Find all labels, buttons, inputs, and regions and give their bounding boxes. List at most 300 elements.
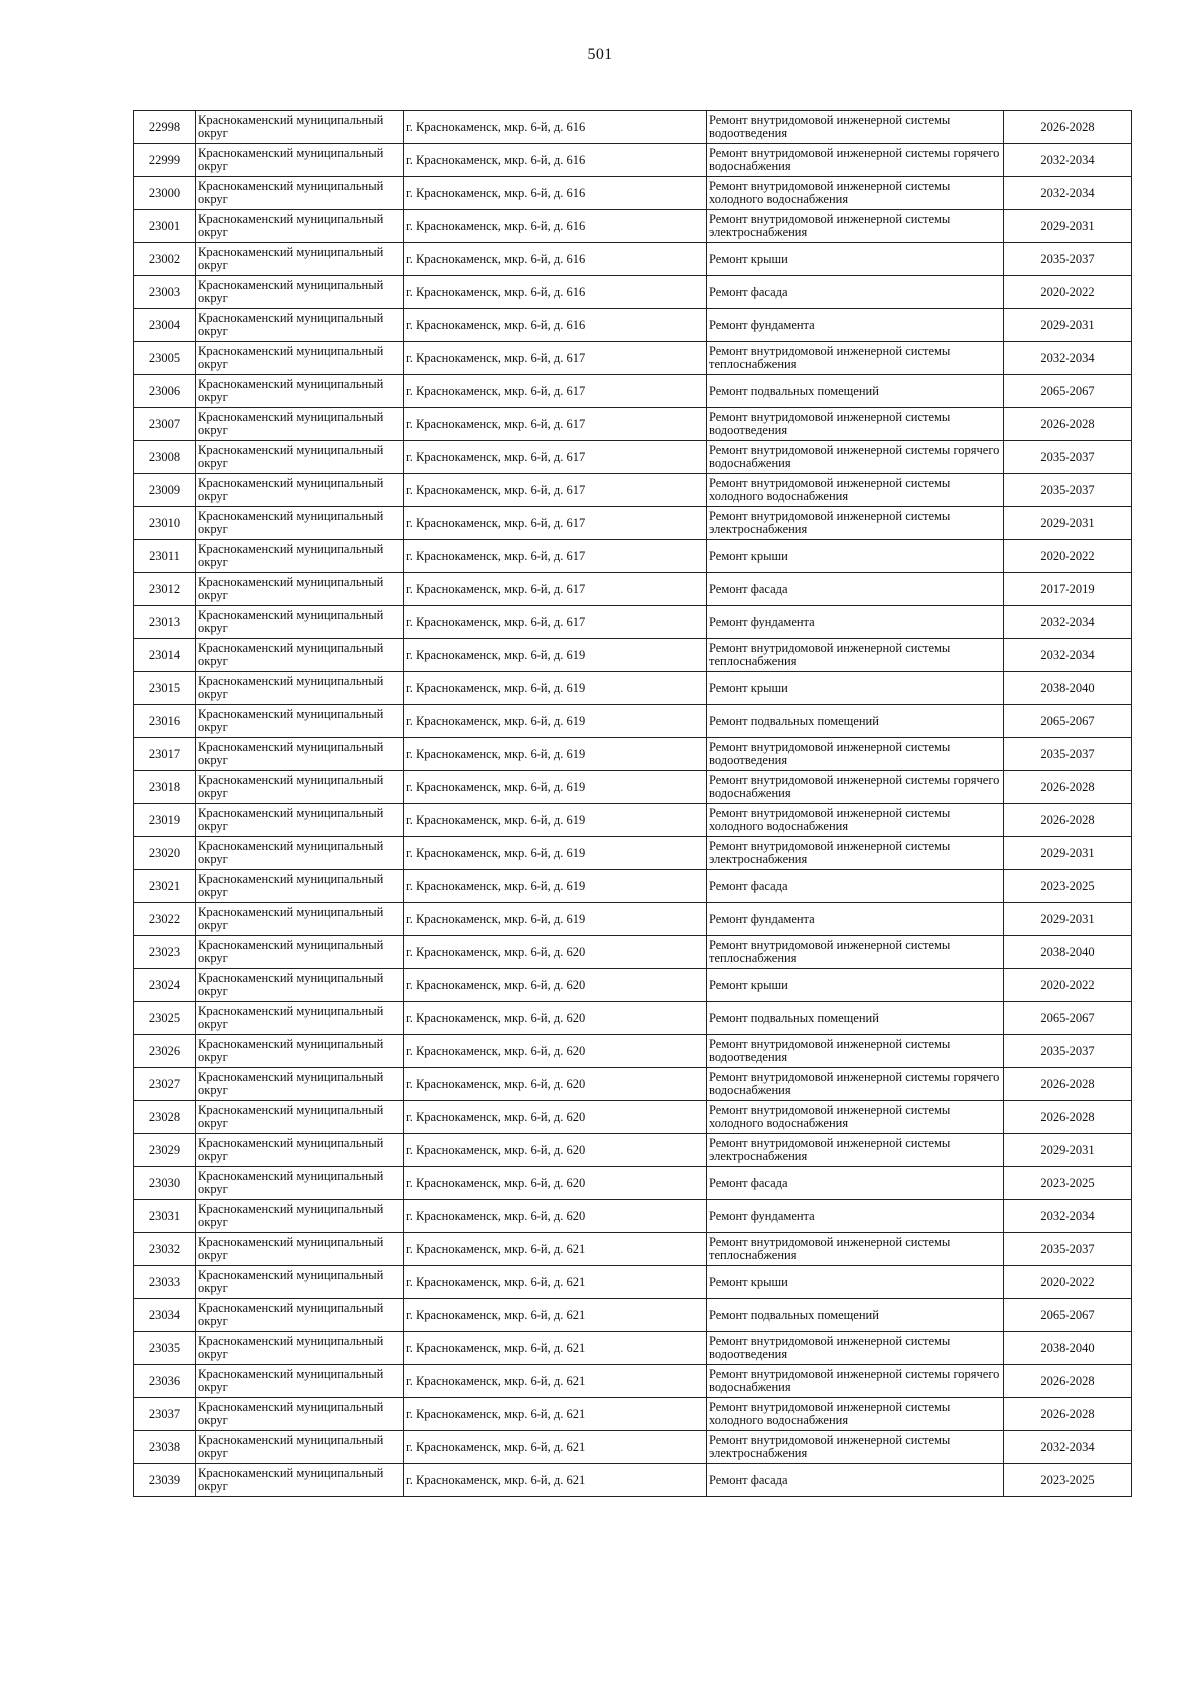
period-cell — [1004, 639, 1132, 672]
work-type-cell — [707, 375, 1004, 408]
municipality-cell — [196, 474, 404, 507]
address-cell — [404, 771, 707, 804]
period-cell — [1004, 1299, 1132, 1332]
address-cell — [404, 804, 707, 837]
work-type-cell-text: Ремонт внутридомовой инженерной системы водоотведения — [709, 740, 951, 767]
municipality-cell — [196, 210, 404, 243]
work-type-cell — [707, 1233, 1004, 1266]
work-type-cell-text: Ремонт внутридомовой инженерной системы теплоснабжения — [709, 344, 951, 371]
table-row — [134, 936, 1132, 969]
period-cell-text: 2065-2067 — [1040, 714, 1095, 728]
record-number-cell-text: 23016 — [148, 714, 181, 728]
record-number-cell — [134, 276, 196, 309]
record-number-cell-text: 22999 — [148, 153, 181, 167]
record-number-cell-text: 23031 — [148, 1209, 181, 1223]
table-row — [134, 309, 1132, 342]
municipality-cell-text: Краснокаменский муниципальный округ — [198, 278, 384, 305]
address-cell — [404, 1200, 707, 1233]
address-cell-text: г. Краснокаменск, мкр. 6-й, д. 621 — [406, 1308, 586, 1322]
period-cell-text: 2032-2034 — [1040, 648, 1095, 662]
period-cell — [1004, 870, 1132, 903]
address-cell-text: г. Краснокаменск, мкр. 6-й, д. 617 — [406, 450, 586, 464]
period-cell — [1004, 672, 1132, 705]
work-type-cell-text: Ремонт внутридомовой инженерной системы холодного водоснабжения — [709, 806, 951, 833]
municipality-cell-text: Краснокаменский муниципальный округ — [198, 773, 384, 800]
record-number-cell-text: 23009 — [148, 483, 181, 497]
address-cell-text: г. Краснокаменск, мкр. 6-й, д. 621 — [406, 1407, 586, 1421]
period-cell — [1004, 210, 1132, 243]
address-cell-text: г. Краснокаменск, мкр. 6-й, д. 621 — [406, 1374, 586, 1388]
table-row — [134, 1464, 1132, 1497]
work-type-cell-text: Ремонт внутридомовой инженерной системы горячего водоснабжения — [709, 1070, 1000, 1097]
record-number-cell — [134, 1332, 196, 1365]
period-cell-text: 2032-2034 — [1040, 1440, 1095, 1454]
table-row — [134, 1398, 1132, 1431]
address-cell-text: г. Краснокаменск, мкр. 6-й, д. 617 — [406, 615, 586, 629]
municipality-cell-text: Краснокаменский муниципальный округ — [198, 443, 384, 470]
work-type-cell — [707, 738, 1004, 771]
period-cell — [1004, 408, 1132, 441]
work-type-cell-text: Ремонт крыши — [709, 1274, 788, 1289]
work-type-cell — [707, 936, 1004, 969]
address-cell — [404, 540, 707, 573]
table-row — [134, 837, 1132, 870]
period-cell-text: 2035-2037 — [1040, 450, 1095, 464]
work-type-cell-text: Ремонт внутридомовой инженерной системы водоотведения — [709, 410, 951, 437]
record-number-cell — [134, 804, 196, 837]
address-cell — [404, 672, 707, 705]
repair-schedule-table — [133, 110, 1132, 1497]
municipality-cell-text: Краснокаменский муниципальный округ — [198, 1400, 384, 1427]
work-type-cell-text: Ремонт фасада — [709, 1175, 788, 1190]
table-row — [134, 540, 1132, 573]
municipality-cell-text: Краснокаменский муниципальный округ — [198, 905, 384, 932]
period-cell — [1004, 606, 1132, 639]
address-cell-text: г. Краснокаменск, мкр. 6-й, д. 620 — [406, 1176, 586, 1190]
municipality-cell — [196, 375, 404, 408]
address-cell-text: г. Краснокаменск, мкр. 6-й, д. 619 — [406, 648, 586, 662]
record-number-cell-text: 23021 — [148, 879, 181, 893]
work-type-cell-text: Ремонт внутридомовой инженерной системы холодного водоснабжения — [709, 1103, 951, 1130]
municipality-cell-text: Краснокаменский муниципальный округ — [198, 872, 384, 899]
period-cell-text: 2038-2040 — [1040, 681, 1095, 695]
table-row — [134, 1167, 1132, 1200]
period-cell — [1004, 573, 1132, 606]
table-row — [134, 1431, 1132, 1464]
municipality-cell — [196, 804, 404, 837]
address-cell-text: г. Краснокаменск, мкр. 6-й, д. 616 — [406, 318, 586, 332]
municipality-cell-text: Краснокаменский муниципальный округ — [198, 146, 384, 173]
record-number-cell — [134, 1134, 196, 1167]
period-cell-text: 2026-2028 — [1040, 1077, 1095, 1091]
address-cell — [404, 903, 707, 936]
record-number-cell — [134, 441, 196, 474]
work-type-cell — [707, 804, 1004, 837]
work-type-cell-text: Ремонт внутридомовой инженерной системы электроснабжения — [709, 509, 951, 536]
work-type-cell-text: Ремонт подвальных помещений — [709, 1010, 879, 1025]
period-cell — [1004, 177, 1132, 210]
period-cell-text: 2065-2067 — [1040, 1308, 1095, 1322]
municipality-cell-text: Краснокаменский муниципальный округ — [198, 1367, 384, 1394]
record-number-cell — [134, 1431, 196, 1464]
address-cell — [404, 1002, 707, 1035]
municipality-cell — [196, 771, 404, 804]
work-type-cell-text: Ремонт внутридомовой инженерной системы водоотведения — [709, 1037, 951, 1064]
record-number-cell — [134, 1101, 196, 1134]
table-row — [134, 210, 1132, 243]
address-cell — [404, 606, 707, 639]
municipality-cell — [196, 1035, 404, 1068]
municipality-cell — [196, 606, 404, 639]
record-number-cell — [134, 1464, 196, 1497]
work-type-cell — [707, 342, 1004, 375]
address-cell-text: г. Краснокаменск, мкр. 6-й, д. 617 — [406, 384, 586, 398]
period-cell — [1004, 1002, 1132, 1035]
address-cell-text: г. Краснокаменск, мкр. 6-й, д. 619 — [406, 879, 586, 893]
period-cell-text: 2032-2034 — [1040, 615, 1095, 629]
municipality-cell — [196, 573, 404, 606]
table-row — [134, 144, 1132, 177]
address-cell — [404, 1101, 707, 1134]
municipality-cell — [196, 1299, 404, 1332]
municipality-cell — [196, 672, 404, 705]
work-type-cell-text: Ремонт подвальных помещений — [709, 713, 879, 728]
municipality-cell — [196, 1464, 404, 1497]
table-row — [134, 1002, 1132, 1035]
period-cell — [1004, 111, 1132, 144]
work-type-cell — [707, 1200, 1004, 1233]
period-cell-text: 2026-2028 — [1040, 417, 1095, 431]
address-cell — [404, 1167, 707, 1200]
period-cell-text: 2032-2034 — [1040, 1209, 1095, 1223]
period-cell — [1004, 441, 1132, 474]
address-cell — [404, 573, 707, 606]
table-row — [134, 408, 1132, 441]
table-body — [134, 111, 1132, 1497]
period-cell — [1004, 1332, 1132, 1365]
municipality-cell-text: Краснокаменский муниципальный округ — [198, 1202, 384, 1229]
record-number-cell-text: 23034 — [148, 1308, 181, 1322]
table-row — [134, 111, 1132, 144]
period-cell — [1004, 1167, 1132, 1200]
table-row — [134, 771, 1132, 804]
period-cell — [1004, 1266, 1132, 1299]
work-type-cell — [707, 837, 1004, 870]
work-type-cell — [707, 870, 1004, 903]
work-type-cell — [707, 1167, 1004, 1200]
municipality-cell — [196, 1002, 404, 1035]
record-number-cell-text: 23000 — [148, 186, 181, 200]
record-number-cell-text: 23010 — [148, 516, 181, 530]
address-cell-text: г. Краснокаменск, мкр. 6-й, д. 616 — [406, 285, 586, 299]
period-cell — [1004, 1101, 1132, 1134]
work-type-cell-text: Ремонт фасада — [709, 878, 788, 893]
work-type-cell-text: Ремонт внутридомовой инженерной системы электроснабжения — [709, 212, 951, 239]
table-row — [134, 375, 1132, 408]
table-row — [134, 1266, 1132, 1299]
municipality-cell-text: Краснокаменский муниципальный округ — [198, 1334, 384, 1361]
municipality-cell-text: Краснокаменский муниципальный округ — [198, 1433, 384, 1460]
record-number-cell-text: 23032 — [148, 1242, 181, 1256]
address-cell-text: г. Краснокаменск, мкр. 6-й, д. 616 — [406, 186, 586, 200]
municipality-cell — [196, 309, 404, 342]
municipality-cell — [196, 903, 404, 936]
period-cell-text: 2026-2028 — [1040, 1110, 1095, 1124]
record-number-cell — [134, 507, 196, 540]
record-number-cell — [134, 144, 196, 177]
work-type-cell-text: Ремонт внутридомовой инженерной системы водоотведения — [709, 1334, 951, 1361]
record-number-cell-text: 23007 — [148, 417, 181, 431]
period-cell — [1004, 1134, 1132, 1167]
municipality-cell — [196, 1101, 404, 1134]
period-cell — [1004, 276, 1132, 309]
work-type-cell-text: Ремонт фундамента — [709, 1208, 815, 1223]
period-cell-text: 2023-2025 — [1040, 1473, 1095, 1487]
address-cell-text: г. Краснокаменск, мкр. 6-й, д. 616 — [406, 120, 586, 134]
work-type-cell-text: Ремонт фасада — [709, 1472, 788, 1487]
period-cell — [1004, 144, 1132, 177]
municipality-cell — [196, 1134, 404, 1167]
address-cell-text: г. Краснокаменск, мкр. 6-й, д. 620 — [406, 1143, 586, 1157]
record-number-cell — [134, 177, 196, 210]
work-type-cell — [707, 1431, 1004, 1464]
municipality-cell-text: Краснокаменский муниципальный округ — [198, 839, 384, 866]
work-type-cell-text: Ремонт внутридомовой инженерной системы горячего водоснабжения — [709, 146, 1000, 173]
address-cell-text: г. Краснокаменск, мкр. 6-й, д. 621 — [406, 1473, 586, 1487]
period-cell-text: 2029-2031 — [1040, 516, 1095, 530]
period-cell-text: 2029-2031 — [1040, 1143, 1095, 1157]
municipality-cell — [196, 936, 404, 969]
record-number-cell — [134, 1299, 196, 1332]
address-cell-text: г. Краснокаменск, мкр. 6-й, д. 617 — [406, 417, 586, 431]
record-number-cell-text: 23027 — [148, 1077, 181, 1091]
record-number-cell-text: 23004 — [148, 318, 181, 332]
period-cell — [1004, 738, 1132, 771]
record-number-cell — [134, 738, 196, 771]
work-type-cell-text: Ремонт крыши — [709, 548, 788, 563]
record-number-cell — [134, 606, 196, 639]
municipality-cell — [196, 111, 404, 144]
address-cell — [404, 837, 707, 870]
table-row — [134, 1299, 1132, 1332]
address-cell-text: г. Краснокаменск, мкр. 6-й, д. 619 — [406, 780, 586, 794]
period-cell-text: 2035-2037 — [1040, 483, 1095, 497]
address-cell-text: г. Краснокаменск, мкр. 6-й, д. 621 — [406, 1440, 586, 1454]
period-cell — [1004, 705, 1132, 738]
address-cell — [404, 1068, 707, 1101]
work-type-cell-text: Ремонт внутридомовой инженерной системы холодного водоснабжения — [709, 1400, 951, 1427]
table-row — [134, 177, 1132, 210]
address-cell-text: г. Краснокаменск, мкр. 6-й, д. 617 — [406, 351, 586, 365]
address-cell — [404, 1332, 707, 1365]
address-cell — [404, 342, 707, 375]
record-number-cell-text: 23025 — [148, 1011, 181, 1025]
period-cell-text: 2020-2022 — [1040, 978, 1095, 992]
table-row — [134, 1134, 1132, 1167]
work-type-cell-text: Ремонт внутридомовой инженерной системы электроснабжения — [709, 839, 951, 866]
period-cell-text: 2020-2022 — [1040, 285, 1095, 299]
work-type-cell — [707, 243, 1004, 276]
table-row — [134, 507, 1132, 540]
address-cell-text: г. Краснокаменск, мкр. 6-й, д. 617 — [406, 582, 586, 596]
period-cell-text: 2038-2040 — [1040, 1341, 1095, 1355]
record-number-cell — [134, 474, 196, 507]
record-number-cell-text: 23008 — [148, 450, 181, 464]
record-number-cell-text: 22998 — [148, 120, 181, 134]
table-row — [134, 573, 1132, 606]
record-number-cell-text: 23019 — [148, 813, 181, 827]
work-type-cell-text: Ремонт фундамента — [709, 317, 815, 332]
work-type-cell — [707, 1266, 1004, 1299]
work-type-cell — [707, 705, 1004, 738]
municipality-cell — [196, 837, 404, 870]
address-cell — [404, 408, 707, 441]
address-cell — [404, 1035, 707, 1068]
page-number: 501 — [587, 46, 613, 63]
period-cell-text: 2017-2019 — [1040, 582, 1095, 596]
municipality-cell-text: Краснокаменский муниципальный округ — [198, 1466, 384, 1493]
record-number-cell-text: 23011 — [149, 549, 180, 563]
record-number-cell-text: 23005 — [148, 351, 181, 365]
work-type-cell — [707, 177, 1004, 210]
record-number-cell — [134, 1167, 196, 1200]
work-type-cell-text: Ремонт внутридомовой инженерной системы теплоснабжения — [709, 1235, 951, 1262]
record-number-cell — [134, 1200, 196, 1233]
table-row — [134, 276, 1132, 309]
record-number-cell-text: 23023 — [148, 945, 181, 959]
period-cell-text: 2065-2067 — [1040, 384, 1095, 398]
address-cell — [404, 705, 707, 738]
address-cell — [404, 441, 707, 474]
municipality-cell-text: Краснокаменский муниципальный округ — [198, 707, 384, 734]
record-number-cell — [134, 771, 196, 804]
work-type-cell-text: Ремонт внутридомовой инженерной системы теплоснабжения — [709, 938, 951, 965]
record-number-cell — [134, 210, 196, 243]
address-cell — [404, 210, 707, 243]
address-cell — [404, 1233, 707, 1266]
work-type-cell-text: Ремонт внутридомовой инженерной системы электроснабжения — [709, 1433, 951, 1460]
address-cell-text: г. Краснокаменск, мкр. 6-й, д. 617 — [406, 549, 586, 563]
record-number-cell — [134, 540, 196, 573]
work-type-cell-text: Ремонт фасада — [709, 284, 788, 299]
period-cell-text: 2065-2067 — [1040, 1011, 1095, 1025]
municipality-cell — [196, 408, 404, 441]
municipality-cell-text: Краснокаменский муниципальный округ — [198, 740, 384, 767]
period-cell — [1004, 1068, 1132, 1101]
table-row — [134, 969, 1132, 1002]
work-type-cell — [707, 1002, 1004, 1035]
work-type-cell — [707, 474, 1004, 507]
work-type-cell — [707, 1398, 1004, 1431]
address-cell-text: г. Краснокаменск, мкр. 6-й, д. 620 — [406, 1011, 586, 1025]
period-cell-text: 2029-2031 — [1040, 846, 1095, 860]
address-cell — [404, 144, 707, 177]
period-cell — [1004, 507, 1132, 540]
work-type-cell-text: Ремонт крыши — [709, 977, 788, 992]
work-type-cell — [707, 1134, 1004, 1167]
address-cell — [404, 969, 707, 1002]
period-cell-text: 2026-2028 — [1040, 1374, 1095, 1388]
period-cell-text: 2035-2037 — [1040, 252, 1095, 266]
address-cell — [404, 1365, 707, 1398]
work-type-cell-text: Ремонт внутридомовой инженерной системы электроснабжения — [709, 1136, 951, 1163]
address-cell-text: г. Краснокаменск, мкр. 6-й, д. 619 — [406, 813, 586, 827]
record-number-cell — [134, 1068, 196, 1101]
period-cell — [1004, 243, 1132, 276]
work-type-cell — [707, 507, 1004, 540]
address-cell — [404, 177, 707, 210]
record-number-cell — [134, 1266, 196, 1299]
address-cell-text: г. Краснокаменск, мкр. 6-й, д. 619 — [406, 681, 586, 695]
period-cell — [1004, 1464, 1132, 1497]
address-cell — [404, 1134, 707, 1167]
record-number-cell-text: 23037 — [148, 1407, 181, 1421]
period-cell-text: 2032-2034 — [1040, 351, 1095, 365]
record-number-cell — [134, 1398, 196, 1431]
address-cell-text: г. Краснокаменск, мкр. 6-й, д. 621 — [406, 1275, 586, 1289]
record-number-cell — [134, 705, 196, 738]
work-type-cell-text: Ремонт внутридомовой инженерной системы холодного водоснабжения — [709, 476, 951, 503]
municipality-cell-text: Краснокаменский муниципальный округ — [198, 938, 384, 965]
record-number-cell — [134, 672, 196, 705]
municipality-cell-text: Краснокаменский муниципальный округ — [198, 509, 384, 536]
period-cell — [1004, 1398, 1132, 1431]
work-type-cell — [707, 1101, 1004, 1134]
municipality-cell-text: Краснокаменский муниципальный округ — [198, 245, 384, 272]
municipality-cell-text: Краснокаменский муниципальный округ — [198, 212, 384, 239]
period-cell-text: 2035-2037 — [1040, 1044, 1095, 1058]
record-number-cell — [134, 342, 196, 375]
municipality-cell-text: Краснокаменский муниципальный округ — [198, 542, 384, 569]
record-number-cell-text: 23022 — [148, 912, 181, 926]
work-type-cell — [707, 639, 1004, 672]
period-cell — [1004, 903, 1132, 936]
municipality-cell — [196, 1068, 404, 1101]
municipality-cell-text: Краснокаменский муниципальный округ — [198, 311, 384, 338]
work-type-cell — [707, 672, 1004, 705]
record-number-cell — [134, 936, 196, 969]
work-type-cell — [707, 408, 1004, 441]
work-type-cell — [707, 441, 1004, 474]
record-number-cell — [134, 870, 196, 903]
work-type-cell — [707, 1035, 1004, 1068]
address-cell-text: г. Краснокаменск, мкр. 6-й, д. 619 — [406, 912, 586, 926]
record-number-cell-text: 23030 — [148, 1176, 181, 1190]
period-cell — [1004, 936, 1132, 969]
table-row — [134, 1332, 1132, 1365]
period-cell — [1004, 969, 1132, 1002]
municipality-cell-text: Краснокаменский муниципальный округ — [198, 1136, 384, 1163]
record-number-cell — [134, 903, 196, 936]
address-cell — [404, 1464, 707, 1497]
record-number-cell-text: 23018 — [148, 780, 181, 794]
record-number-cell-text: 23029 — [148, 1143, 181, 1157]
municipality-cell-text: Краснокаменский муниципальный округ — [198, 1004, 384, 1031]
work-type-cell — [707, 573, 1004, 606]
period-cell-text: 2029-2031 — [1040, 318, 1095, 332]
period-cell — [1004, 342, 1132, 375]
period-cell-text: 2026-2028 — [1040, 1407, 1095, 1421]
address-cell — [404, 309, 707, 342]
table-row — [134, 1233, 1132, 1266]
period-cell-text: 2035-2037 — [1040, 1242, 1095, 1256]
record-number-cell — [134, 408, 196, 441]
period-cell-text: 2038-2040 — [1040, 945, 1095, 959]
period-cell — [1004, 540, 1132, 573]
municipality-cell-text: Краснокаменский муниципальный округ — [198, 476, 384, 503]
period-cell — [1004, 1200, 1132, 1233]
record-number-cell-text: 23028 — [148, 1110, 181, 1124]
